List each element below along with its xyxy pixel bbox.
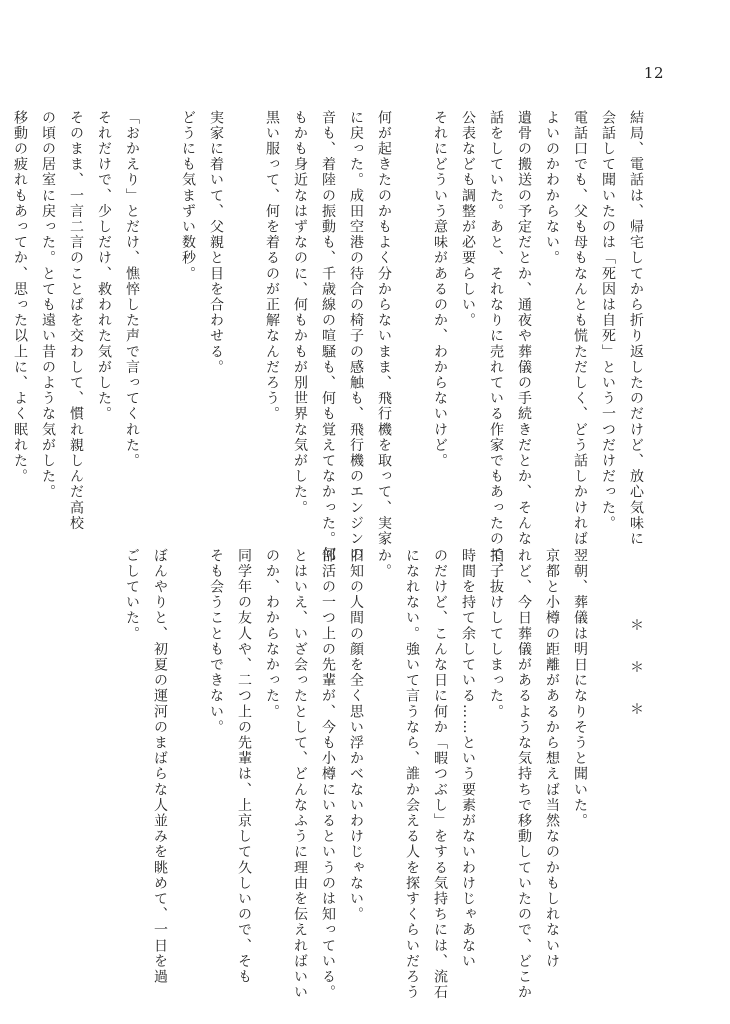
text-line: 話をしていた。あと、それなりに売れている作家でもあったので、 — [488, 110, 504, 578]
paragraph-gap — [398, 110, 426, 505]
text-line: 実家に着いて、父親と目を合わせる。 — [208, 110, 224, 376]
text-line: か。 — [376, 548, 392, 580]
text-line: どうにも気まずい数秒。 — [180, 110, 196, 282]
text-line: 音も、着陸の振動も、千歳線の喧騒も、何も覚えてなかった。何 — [320, 110, 336, 563]
text-line: の頃の居室に戻った。とても遠い昔のような気がした。 — [40, 110, 56, 500]
text-line: もかも身近なはずなのに、何もかもが別世界な気がした。 — [292, 110, 308, 516]
paragraph-gap — [174, 548, 202, 948]
text-line: 会話して聞いたのは「死因は自死」という一つだけだった。 — [600, 110, 616, 532]
text-line: 遺骨の搬送の予定だとか、通夜や葬儀の手続きだとか、そんな — [516, 110, 532, 547]
text-line: に戻った。成田空港の待合の椅子の感触も、飛行機のエンジンの — [348, 110, 364, 563]
text-line: それだけで、少しだけ、救われた気がした。 — [96, 110, 112, 422]
text-line: それにどういう意味があるのか、わからないけど。 — [432, 110, 448, 469]
text-line: とはいえ、いざ会ったとして、どんなふうに理由を伝えればいい — [292, 548, 308, 1001]
text-line: のか、わからなかった。 — [264, 548, 280, 720]
text-line: 「おかえり」とだけ、憔悴した声で言ってくれた。 — [124, 110, 140, 469]
text-line: のだけど、こんな日に何か「暇つぶし」をする気持ちには、流石 — [432, 548, 448, 1001]
text-line: れど、今日葬儀があるような気持ちで移動していたので、どこか — [516, 548, 532, 1001]
text-line: 拍子抜けしてしまった。 — [488, 548, 504, 720]
text-line: 結局、電話は、帰宅してから折り返したのだけど、放心気味に — [628, 110, 644, 547]
page-number: 12 — [643, 64, 664, 82]
text-line: そも会うこともできない。 — [208, 548, 224, 736]
text-line: 時間を持て余している……という要素がないわけじゃあない — [460, 548, 476, 970]
text-line: 翌朝、葬儀は明日になりそうと聞いた。 — [572, 548, 588, 829]
text-line: ごしていた。 — [124, 548, 140, 642]
text-line: 部活の一つ上の先輩が、今も小樽にいるというのは知っている。 — [320, 548, 336, 1001]
lower-text-block — [90, 548, 650, 1001]
text-line: 旧知の人間の顔を全く思い浮かべないわけじゃない。 — [348, 548, 364, 923]
text-line: 移動の疲れもあってか、思った以上に、よく眠れた。 — [12, 110, 28, 485]
text-line: になれない。強いて言うなら、誰か会える人を探すくらいだろう — [404, 548, 420, 1001]
paragraph-gap — [146, 110, 174, 505]
text-line: 同学年の友人や、二つ上の先輩は、上京して久しいので、そも — [236, 548, 252, 985]
text-line: 何が起きたのかもよく分からないまま、飛行機を取って、実家 — [376, 110, 392, 547]
text-line: よいのかわからない。 — [544, 110, 560, 266]
paragraph-gap — [230, 110, 258, 505]
text-line: ぼんやりと、初夏の運河のまばらな人並みを眺めて、一日を過 — [152, 548, 168, 985]
text-line: そのまま、一言二言のことばを交わして、慣れ親しんだ高校 — [68, 110, 84, 532]
section-break: ＊＊＊ — [628, 618, 644, 744]
text-line: 黒い服って、何を着るのが正解なんだろう。 — [264, 110, 280, 422]
text-line: 電話口でも、父も母もなんとも慌ただしく、どう話しかければ — [572, 110, 588, 547]
text-line: 京都と小樽の距離があるから想えば当然なのかもしれないけ — [544, 548, 560, 970]
text-line: 公表なども調整が必要らしい。 — [460, 110, 476, 329]
upper-text-block — [12, 110, 650, 578]
paragraph-gap — [594, 548, 622, 948]
